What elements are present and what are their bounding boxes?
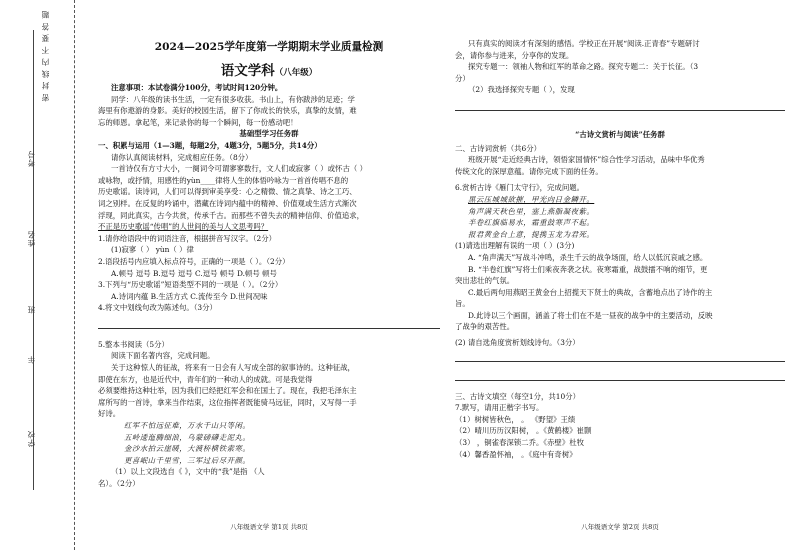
q1-intro: 请你认真阅读材料，完成相应任务。（8分） <box>111 152 253 162</box>
fill-3[interactable]: （3） ，铜雀春深锁二乔。《赤壁》杜牧 <box>455 438 584 448</box>
q5-text-3: 必须要维持这种壮举，因为我们已经把红军会和在国土了。现在，我把毛泽东主 <box>98 386 357 396</box>
q1-heading: 一、积累与运用（1—3题，每题2分，4题3分，5题5分，共14分） <box>98 140 322 150</box>
poem-line-2: 角声满天秋色里，塞上燕脂凝夜紫。 <box>468 206 595 216</box>
q5-text-4: 席所写的一首诗，拿来当作结束，这位指挥者既能骑马远征，同时，又写得一手 <box>98 397 357 407</box>
q6-1[interactable]: (1)请选出理解有误的一项（ ）(3分) <box>455 241 575 251</box>
q5-text-2: 即使在东方，也是近代中，青年们的一种动人的成就。可是我觉得 <box>98 374 313 384</box>
section-b-title: “古诗文赏析与阅读”任务群 <box>575 129 665 139</box>
name-label: 姓名 <box>27 230 36 247</box>
q1-text-3: 历史歌谣。读诗词，人们可以得到审美享受：心之精微、情之真挚、诗之工巧、 <box>98 187 357 197</box>
q5-intro: 阅读下面名著内容，完成问题。 <box>111 351 215 361</box>
q4: 4.将文中划线句改为陈述句。（3分） <box>98 303 217 313</box>
subject-title: 语文学科（八年级） <box>220 63 318 79</box>
q5-2[interactable]: （2）我选择探究专题（ ），发现 <box>468 85 575 95</box>
section-a-title: 基础型学习任务群 <box>239 129 299 139</box>
q1-text-4: 词之别样。在反复的吟诵中，潜藏在诗词内蕴中的精神、价值观或生活方式渐次 <box>98 198 357 208</box>
page-1 <box>98 0 440 550</box>
q1-text-2: 或咏物，或抒情，用感性的yùn____律将人生的体悟吟咏为一首首传唱不息的 <box>98 175 349 185</box>
q1-1-answer[interactable]: (1)寂寥（ ） yùn（ ）律 <box>111 245 194 255</box>
q6-1-option-a: A. “角声满天”写战斗冲鸣，杀生千云的战争场面，给人以低沉哀戚之感。 <box>468 252 708 262</box>
exam-no-label: 考号 <box>27 150 36 167</box>
poem-line-3: 半卷红旗临易水，霜重鼓寒声不起。 <box>468 218 595 228</box>
q5-heading: 5.整本书阅读（5分） <box>98 339 169 349</box>
fill-line <box>33 30 34 490</box>
q5-1[interactable]: （1）以上文段选自《 》，文中的“我”是指 （人 <box>111 467 265 477</box>
seal-notice: 密 封 线 内 不 要 答 题 <box>41 10 50 102</box>
q6-1-option-b: B. “半卷红旗”写将士们乘夜奔袭之状。夜寒霜重，战鼓擂不响的细节，更 <box>468 264 708 274</box>
q5-poem-1: 红军不怕远征难，万水千山只等闲。 <box>124 421 251 431</box>
notice: 注意事项：本试卷满分100分，考试时间120分钟。 <box>111 83 283 92</box>
q7: 7.默写，请用正楷字书写。 <box>455 403 544 413</box>
exam-title: 2024—2025学年度第一学期期末学业质量检测 <box>154 41 384 53</box>
explore-text-3: 探究专题一：领袖人物和红军的革命之路。探究专题二：关于长征。（3 <box>468 62 699 72</box>
binding-margin <box>0 0 92 550</box>
q5-poem-3: 金沙水拍云崖暖，大渡桥横铁索寒。 <box>124 444 251 454</box>
q2-heading: 二、古诗词赏析（共6分） <box>455 143 542 153</box>
q5-text-5: 好诗。 <box>98 409 121 419</box>
q3: 3.下列与“历史歌谣”短语类型不同的一项是（ ）。（2分） <box>98 280 283 290</box>
q1-text-5: 浮现，同此真实，古今共赏，传承千古。而那些不曾失去的精神信仰、价值追求， <box>98 210 365 220</box>
q3-options[interactable]: A.诗词内蕴 B.生活方式 C.流传至今 D.世间况味 <box>111 291 268 301</box>
poem-line-4: 报君黄金台上意，提携玉龙为君死。 <box>468 229 595 239</box>
q6-1-option-b-cont: 突出悲壮的气氛。 <box>455 276 515 286</box>
fill-2[interactable]: （2）晴川历历汉阳树， 。《黄鹤楼》崔颢 <box>455 426 592 436</box>
class-label: 班 <box>27 305 36 314</box>
q5-poem-4: 更喜岷山千里雪，三军过后尽开颜。 <box>124 455 251 465</box>
explore-text-4: 分） <box>455 73 470 83</box>
q5-poem-2: 五岭逶迤腾细浪，乌蒙磅礴走泥丸。 <box>124 432 251 442</box>
intro-line-2: 海里有你遨游的身影。美好的校园生活，留下了你成长的快乐，真挚的友情，难 <box>98 106 357 116</box>
page-2-footer: 八年级语文学 第2页 共8页 <box>581 523 659 532</box>
q5-1-cont: 名）。（2分） <box>98 479 140 488</box>
q2-options[interactable]: A.顿号 逗号 B.逗号 逗号 C.逗号 顿号 D.顿号 顿号 <box>111 268 277 278</box>
fill-4[interactable]: （4）馨香盈怀袖， 。《庭中有奇树》 <box>455 449 577 459</box>
q3-heading: 三、古诗文填空（每空1分，共10分） <box>455 391 580 401</box>
school-label: 学校 <box>27 430 36 447</box>
q6-1-option-c-cont: 旨。 <box>455 299 470 309</box>
q6-1-option-d-cont: 了战争的艰苦性。 <box>455 322 515 332</box>
fill-1[interactable]: （1）树树皆秋色， 。 《野望》王绩 <box>455 414 576 424</box>
poem-line-1: 黑云压城城欲摧，甲光向日金鳞开。 <box>468 194 595 204</box>
q1-1: 1.请你给语段中的词语注音，根据拼音写汉字。（2分） <box>98 233 277 243</box>
page-2 <box>455 0 785 550</box>
q6-1-option-c: C.最后两句用燕昭王黄金台上招揽天下贤士的典故，含蓄地点出了诗作的主 <box>468 287 713 297</box>
q2-intro-2: 传统文化的深厚意蕴。请你完成下面的任务。 <box>455 166 603 176</box>
q6-2: (2) 请自选角度赏析划线诗句。（3分） <box>455 338 580 348</box>
grade-label: 年 <box>27 355 36 364</box>
seal-line <box>74 0 75 550</box>
q6-1-option-d: D.此诗以三个画面，涵盖了将士们在不是一昼夜的战争中的主要活动，反映 <box>468 310 713 320</box>
q5-text-1: 关于这种惊人的征战，将来有一日会有人写成全部的叙事诗的。这种征战， <box>111 363 355 373</box>
q1-text-1: 一首诗仅有方寸大小，一阕词令可谓寥寥数行，文人们或寂寥（ ）或怀古（ ） <box>111 164 367 174</box>
page-1-footer: 八年级语文学 第1页 共8页 <box>230 523 308 532</box>
q2: 2.语段括号内应填入标点符号，正确的一项是（ ）。（2分） <box>98 256 290 266</box>
q6: 6.赏析古诗《雁门太守行》，完成问题。 <box>455 183 584 193</box>
q1-text-6: 不正是历史歌谣“传唱”的人世间的美与人文思考吗？ <box>98 222 269 232</box>
explore-text-2: 会，请你参与进来，分享你的发现。 <box>455 50 574 60</box>
explore-text-1: 只有真实的阅读才有深刻的感悟。学校正在开展“阅读.正青春”专题研讨 <box>468 39 700 48</box>
q2-intro-1: 班级开展“走近经典古诗，领悟家国情怀”综合性学习活动，品味中华优秀 <box>468 155 705 165</box>
intro-line-3: 忘的师恩。拿起笔，来记录你的每一个瞬间，每一份感动吧！ <box>98 117 298 127</box>
intro-line-1: 同学：八年级的读书生活，一定有很多收获。书山上，有你跋涉的足迹；学 <box>111 94 355 104</box>
